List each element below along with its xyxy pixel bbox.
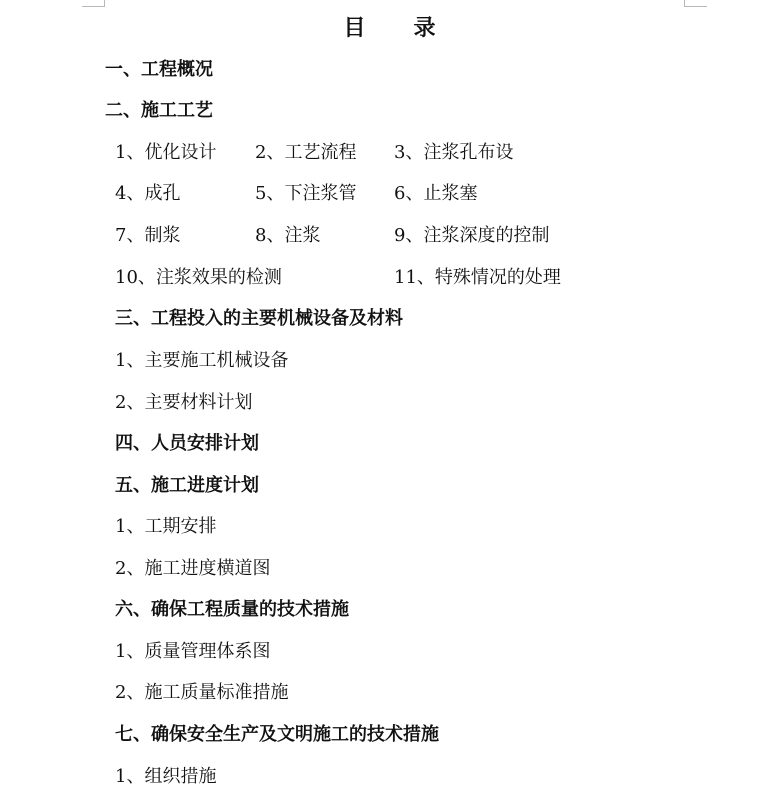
toc-heading-1: 一、工程概况 (105, 59, 213, 80)
toc-item: 2、工艺流程 (255, 142, 357, 163)
toc-item: 10、注浆效果的检测 (115, 267, 282, 288)
toc-item: 4、成孔 (115, 183, 181, 204)
page-corner-marker-left (82, 0, 105, 7)
document-title (0, 11, 779, 42)
toc-item: 1、主要施工机械设备 (115, 350, 289, 371)
toc-heading-5: 五、施工进度计划 (115, 475, 259, 496)
toc-item: 7、制浆 (115, 225, 181, 246)
toc-heading-4: 四、人员安排计划 (115, 433, 259, 454)
toc-item: 1、优化设计 (115, 142, 217, 163)
toc-heading-3: 三、工程投入的主要机械设备及材料 (115, 308, 403, 329)
toc-heading-6: 六、确保工程质量的技术措施 (115, 599, 349, 620)
toc-item: 5、下注浆管 (255, 183, 357, 204)
toc-item: 1、工期安排 (115, 516, 217, 537)
title-char-2: 录 (413, 15, 436, 41)
toc-item: 9、注浆深度的控制 (394, 225, 550, 246)
toc-item: 2、施工进度横道图 (115, 558, 271, 579)
toc-item: 3、注浆孔布设 (394, 142, 514, 163)
toc-item: 2、施工质量标准措施 (115, 682, 289, 703)
page-corner-marker-right (684, 0, 707, 7)
toc-item: 6、止浆塞 (394, 183, 478, 204)
title-char-1: 目 (343, 15, 366, 41)
toc-heading-7: 七、确保安全生产及文明施工的技术措施 (115, 724, 439, 745)
toc-item: 2、主要材料计划 (115, 392, 253, 413)
toc-item: 1、质量管理体系图 (115, 641, 271, 662)
toc-heading-2: 二、施工工艺 (105, 100, 213, 121)
toc-item: 1、组织措施 (115, 766, 217, 787)
toc-item: 8、注浆 (255, 225, 321, 246)
toc-item: 11、特殊情况的处理 (394, 267, 561, 288)
